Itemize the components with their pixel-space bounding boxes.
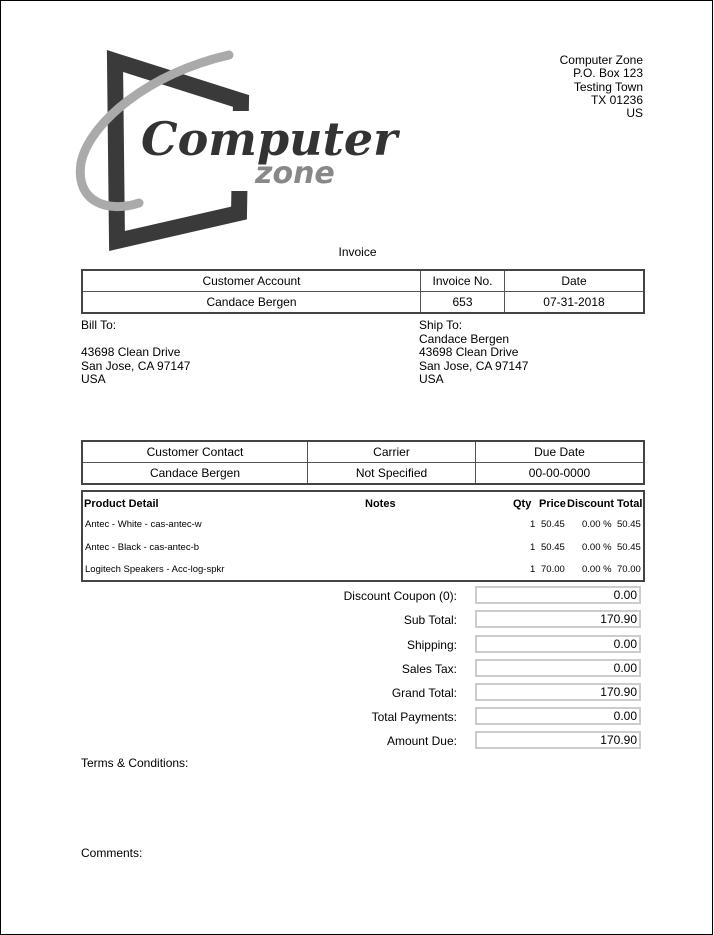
invoice-info-table [81, 269, 645, 314]
ship-to-line: Candace Bergen [419, 331, 510, 346]
header-product-detail: Product Detail [84, 498, 159, 510]
amount-due-value: 170.90 [475, 731, 641, 749]
product-total: 70.00 [617, 564, 641, 575]
company-address [560, 54, 643, 120]
ship-to-line: USA [419, 372, 444, 387]
bill-to-label: Bill To: [81, 318, 117, 332]
ship-to-line: San Jose, CA 97147 [419, 358, 529, 373]
products-table [81, 490, 645, 582]
ship-to-block [419, 319, 528, 387]
sub-total-label: Sub Total: [403, 613, 457, 627]
product-total: 50.45 [617, 519, 641, 530]
product-discount: 0.00 % [582, 519, 612, 530]
product-total: 50.45 [617, 542, 641, 553]
sales-tax-value: 0.00 [475, 659, 641, 677]
due-date-value: 00-00-0000 [476, 463, 645, 485]
terms-label: Terms & Conditions: [81, 756, 189, 770]
total-payments-label: Total Payments: [371, 710, 457, 724]
bill-to-line [81, 333, 190, 347]
shipping-value: 0.00 [475, 635, 641, 653]
invoice-title: Invoice [338, 245, 377, 259]
comments-label: Comments: [81, 846, 143, 860]
product-detail: Logitech Speakers - Acc-log-spkr [85, 564, 225, 575]
carrier-value: Not Specified [308, 463, 476, 485]
discount-coupon-value: 0.00 [475, 586, 641, 604]
header-customer-contact: Customer Contact [82, 441, 308, 463]
address-line: TX 01236 [590, 92, 643, 107]
contact-table [81, 440, 645, 485]
product-price: 70.00 [541, 564, 565, 575]
logo-text-computer: Computer [141, 112, 398, 166]
product-price: 50.45 [541, 542, 565, 553]
grand-total-value: 170.90 [475, 683, 641, 701]
customer-account-value: Candace Bergen [82, 292, 421, 314]
bill-to-line: 43698 Clean Drive [81, 345, 181, 360]
product-detail: Antec - Black - cas-antec-b [85, 542, 200, 553]
customer-contact-value: Candace Bergen [82, 463, 308, 485]
sales-tax-label: Sales Tax: [401, 662, 457, 676]
header-discount: Discount [567, 498, 615, 510]
address-line: P.O. Box 123 [573, 66, 643, 81]
invoice-no-value: 653 [421, 292, 505, 314]
grand-total-label: Grand Total: [391, 686, 457, 700]
product-detail: Antec - White - cas-antec-w [85, 519, 202, 530]
header-date: Date [505, 270, 645, 292]
shipping-label: Shipping: [406, 638, 457, 652]
header-invoice-no: Invoice No. [421, 270, 505, 292]
product-discount: 0.00 % [582, 564, 612, 575]
product-price: 50.45 [541, 519, 565, 530]
computer-zone-logo [79, 53, 398, 243]
amount-due-label: Amount Due: [386, 734, 457, 748]
product-qty: 1 [530, 519, 536, 530]
header-qty: Qty [513, 498, 532, 510]
sub-total-value: 170.90 [475, 610, 641, 628]
product-qty: 1 [530, 564, 536, 575]
date-value: 07-31-2018 [505, 292, 645, 314]
bill-to-block [81, 319, 190, 387]
ship-to-line: 43698 Clean Drive [419, 345, 519, 360]
header-due-date: Due Date [476, 441, 645, 463]
bill-to-line: USA [81, 372, 106, 387]
address-line: US [626, 106, 643, 121]
bill-to-line: San Jose, CA 97147 [81, 358, 191, 373]
product-discount: 0.00 % [582, 542, 612, 553]
total-payments-value: 0.00 [475, 707, 641, 725]
header-total: Total [617, 498, 643, 510]
address-line: Computer Zone [559, 53, 643, 67]
ship-to-label: Ship To: [419, 318, 463, 332]
header-carrier: Carrier [308, 441, 476, 463]
header-customer-account: Customer Account [82, 270, 421, 292]
address-line: Testing Town [573, 79, 643, 94]
header-price: Price [539, 498, 566, 510]
product-qty: 1 [530, 542, 536, 553]
discount-coupon-label: Discount Coupon (0): [343, 589, 457, 603]
header-notes: Notes [365, 498, 396, 510]
logo-text-zone: zone [255, 156, 335, 191]
